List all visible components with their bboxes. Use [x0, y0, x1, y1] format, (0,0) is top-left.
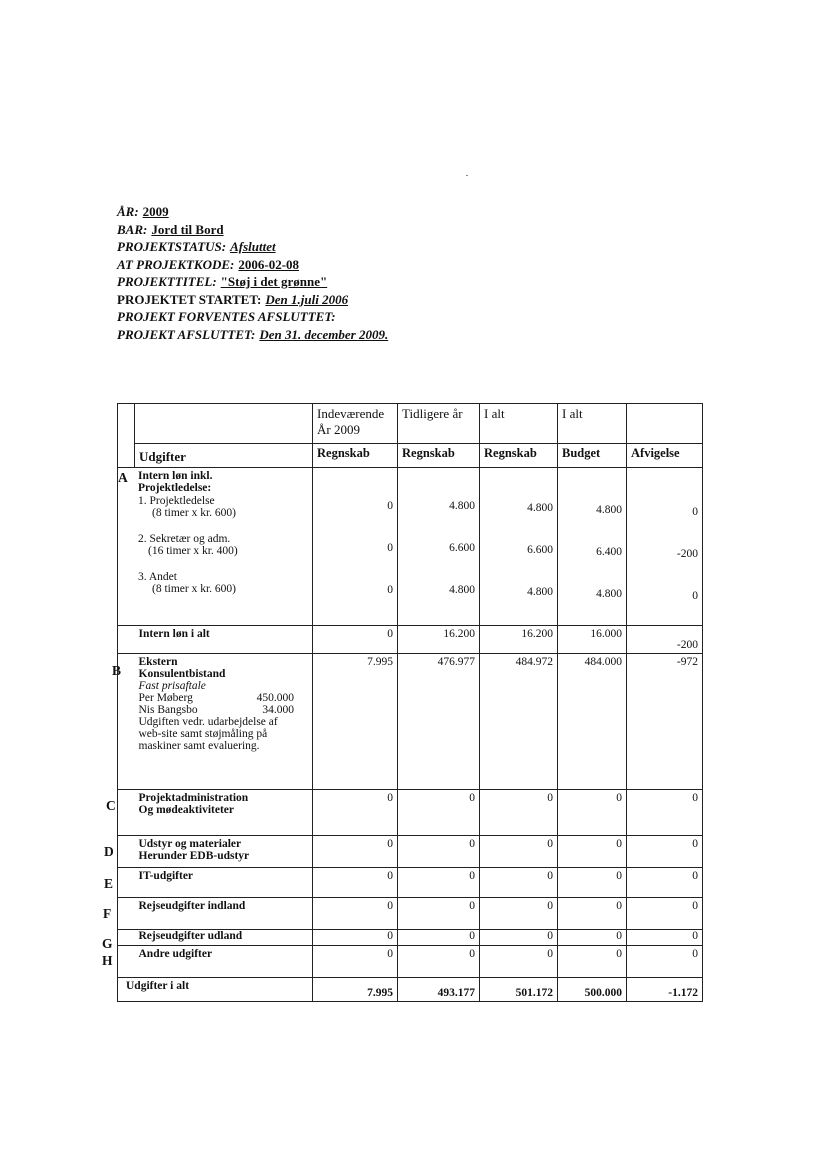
- header-afsluttet: PROJEKT AFSLUTTET: Den 31. december 2009.: [117, 326, 389, 342]
- section-h-col4: 0: [558, 946, 627, 978]
- section-b-col5: -972: [627, 654, 703, 790]
- intern-lon-total-col4: 16.000: [558, 626, 627, 654]
- row-letter-b: B: [112, 663, 122, 678]
- udgifter-total-col2: 493.177: [398, 978, 480, 1002]
- section-f-col1: 0: [313, 898, 398, 930]
- col-sub-regnskab-2: Regnskab: [398, 444, 480, 468]
- section-a-desc: Intern løn inkl. Projektledelse: 1. Projektledelse (8 timer x kr. 600) 2. Sekretær og adm. (16 timer x kr. 400) 3. Andet (8 timer x kr. 600): [118, 468, 313, 626]
- section-h-col1: 0: [313, 946, 398, 978]
- section-e-col1: 0: [313, 868, 398, 898]
- section-a-total-row: [118, 626, 703, 654]
- intern-lon-total-col5: -200: [627, 626, 703, 654]
- section-b-col4: 484.000: [558, 654, 627, 790]
- header-ar: ÅR: 2009: [117, 204, 169, 219]
- header-forventes: PROJEKT FORVENTES AFSLUTTET:: [117, 309, 336, 324]
- header-startet: PROJEKTET STARTET: Den 1.juli 2006: [117, 291, 349, 307]
- section-f-row: [118, 898, 703, 930]
- section-c-col2: 0: [398, 790, 480, 836]
- row-letter-d: D: [104, 844, 114, 859]
- section-g-row: [118, 930, 703, 946]
- header-bar: BAR: Jord til Bord: [117, 221, 224, 237]
- row-letter-h: H: [102, 953, 113, 968]
- section-h-col5: 0: [627, 946, 703, 978]
- col-header-tidligere: Tidligere år: [398, 404, 480, 444]
- section-b-col2: 476.977: [398, 654, 480, 790]
- section-b-col1: 7.995: [313, 654, 398, 790]
- section-f-col3: 0: [480, 898, 558, 930]
- section-d-col1: 0: [313, 836, 398, 868]
- header-row: [118, 404, 703, 444]
- row-letter-g: G: [102, 936, 113, 951]
- section-a-col4: 4.800 6.400 4.800: [558, 468, 627, 626]
- col-sub-budget: Budget: [558, 444, 627, 468]
- section-e-col3: 0: [480, 868, 558, 898]
- section-c-row: [118, 790, 703, 836]
- col-sub-regnskab-1: Regnskab: [313, 444, 398, 468]
- udgifter-total-col1: 7.995: [313, 978, 398, 1002]
- section-f-col4: 0: [558, 898, 627, 930]
- section-d-col2: 0: [398, 836, 480, 868]
- row-letter-f: F: [103, 906, 112, 921]
- section-e-col4: 0: [558, 868, 627, 898]
- intern-lon-total-col1: 0: [313, 626, 398, 654]
- row-letter-c: C: [106, 798, 116, 813]
- section-b-desc: Ekstern Konsulentbistand Fast prisaftale Per Møberg 450.000 Nis Bangsbo 34.000 Udgiften vedr. udarbejdelse af web-site samt støjmåling på maskiner samt evaluering.: [135, 654, 313, 790]
- section-b-col3: 484.972: [480, 654, 558, 790]
- scan-speck: [466, 175, 468, 176]
- udgifter-total-col3: 501.172: [480, 978, 558, 1002]
- section-h-row: [118, 946, 703, 978]
- udgifter-label: Udgifter: [135, 444, 313, 468]
- col-header-ialt-regnskab: I alt: [480, 404, 558, 444]
- section-g-col3: 0: [480, 930, 558, 946]
- section-e-col5: 0: [627, 868, 703, 898]
- section-d-col5: 0: [627, 836, 703, 868]
- project-header: [117, 203, 388, 343]
- intern-lon-total-label: Intern løn i alt: [135, 626, 313, 654]
- section-e-col2: 0: [398, 868, 480, 898]
- section-c-desc: Projektadministration Og mødeaktiviteter: [135, 790, 313, 836]
- header-titel: PROJEKTTITEL: "Støj i det grønne": [117, 274, 328, 289]
- left-margin-cell: [118, 404, 135, 468]
- intern-lon-total-col2: 16.200: [398, 626, 480, 654]
- section-e-desc: IT-udgifter: [135, 868, 313, 898]
- section-g-col4: 0: [558, 930, 627, 946]
- section-g-col5: 0: [627, 930, 703, 946]
- section-a-col2: 4.800 6.600 4.800: [398, 468, 480, 626]
- subheader-row: [118, 444, 703, 458]
- section-g-desc: Rejseudgifter udland: [135, 930, 313, 946]
- section-a-col5: 0 -200 0: [627, 468, 703, 626]
- section-e-row: [118, 868, 703, 898]
- budget-table: [117, 403, 703, 1002]
- col-sub-afvigelse: Afvigelse: [627, 444, 703, 468]
- row-letter-a: A: [118, 470, 128, 485]
- row-letter-e: E: [104, 876, 114, 891]
- udgifter-total-col5: -1.172: [627, 978, 703, 1002]
- section-c-col4: 0: [558, 790, 627, 836]
- section-a-row: [118, 468, 703, 626]
- udgifter-total-col4: 500.000: [558, 978, 627, 1002]
- section-a-col3: 4.800 6.600 4.800: [480, 468, 558, 626]
- header-blank-cell: [135, 404, 313, 444]
- col-sub-regnskab-3: Regnskab: [480, 444, 558, 468]
- section-c-col3: 0: [480, 790, 558, 836]
- section-f-desc: Rejseudgifter indland: [135, 898, 313, 930]
- section-b-row: [118, 654, 703, 790]
- section-d-col3: 0: [480, 836, 558, 868]
- section-d-row: [118, 836, 703, 868]
- section-d-col4: 0: [558, 836, 627, 868]
- header-status: PROJEKTSTATUS: Afsluttet: [117, 239, 276, 254]
- section-g-col1: 0: [313, 930, 398, 946]
- section-f-col5: 0: [627, 898, 703, 930]
- col-header-afvigelse-blank: [627, 404, 703, 444]
- section-h-desc: Andre udgifter: [135, 946, 313, 978]
- section-h-col2: 0: [398, 946, 480, 978]
- header-kode: AT PROJEKTKODE: 2006-02-08: [117, 256, 300, 272]
- udgifter-total-label: Udgifter i alt: [118, 978, 313, 1002]
- col-header-ialt-budget: I alt: [558, 404, 627, 444]
- section-a-col1: 0 0 0: [313, 468, 398, 626]
- section-g-col2: 0: [398, 930, 480, 946]
- section-h-col3: 0: [480, 946, 558, 978]
- intern-lon-total-col3: 16.200: [480, 626, 558, 654]
- section-c-col1: 0: [313, 790, 398, 836]
- section-f-col2: 0: [398, 898, 480, 930]
- total-row: [118, 978, 703, 1002]
- section-c-col5: 0: [627, 790, 703, 836]
- col-header-indevaerende: Indeværende År 2009: [313, 404, 398, 444]
- section-d-desc: Udstyr og materialer Herunder EDB-udstyr: [135, 836, 313, 868]
